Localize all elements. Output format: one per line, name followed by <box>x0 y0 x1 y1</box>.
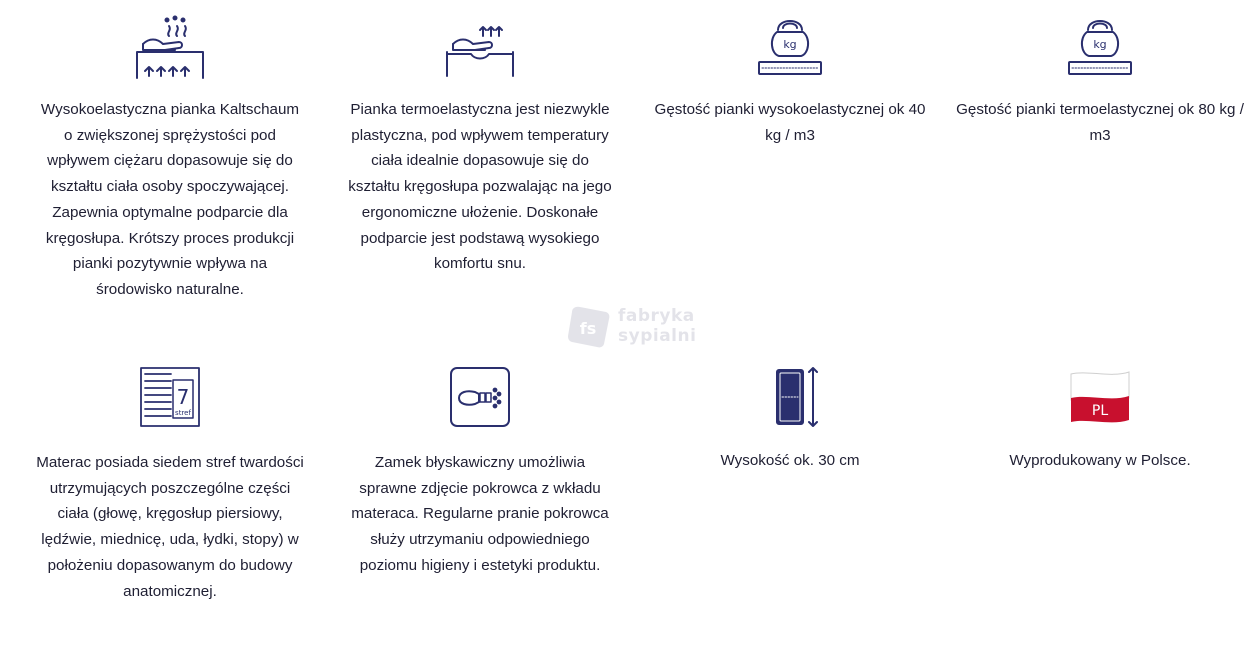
watermark-line1: fabryka <box>618 306 695 326</box>
kettlebell-density-icon <box>1065 14 1135 80</box>
feature-description: Wyprodukowany w Polsce. <box>1009 452 1191 469</box>
kettlebell-density-icon <box>755 14 825 80</box>
feature-description: Zamek błyskawiczny umożliwia sprawne zdjęcie pokrowca z wkładu materaca. Regularne pranie pokrowca służy utrzymaniu odpowiedniego poziomu higieny i estetyki produktu. <box>351 454 609 574</box>
feature-density-80 <box>950 14 1250 148</box>
hand-thermo-foam-icon <box>445 14 515 80</box>
feature-density-40 <box>640 14 940 148</box>
svg-text:stref: stref <box>175 409 191 417</box>
seven-zones-icon <box>135 364 205 430</box>
feature-description: Gęstość pianki termoelastycznej ok 80 kg / m3 <box>956 101 1244 144</box>
svg-text:PL: PL <box>1091 403 1109 419</box>
svg-text:fs: fs <box>579 319 597 338</box>
feature-elastic-foam <box>20 14 320 303</box>
mattress-height-icon <box>755 364 825 430</box>
feature-description: Pianka termoelastyczna jest niezwykle plastyczna, pod wpływem temperatury ciała idealnie dopasowuje się do kształtu kręgosłupa pozwalając na jego ergonomiczne ułożenie. Doskonałe podparcie jest podstawą wysokiego komfortu snu. <box>348 101 612 273</box>
fs-logo-icon <box>566 304 612 350</box>
zipper-icon <box>445 364 515 430</box>
feature-thermo-foam <box>330 14 630 277</box>
svg-text:kg: kg <box>783 38 797 51</box>
feature-seven-zones <box>20 364 320 604</box>
feature-description: Wysokość ok. 30 cm <box>720 452 860 469</box>
feature-made-in-poland <box>950 364 1250 474</box>
poland-flag-icon <box>1065 364 1135 430</box>
feature-height <box>640 364 940 474</box>
hand-elastic-foam-icon <box>135 14 205 80</box>
feature-description: Gęstość pianki wysokoelastycznej ok 40 kg / m3 <box>654 101 926 144</box>
fabryka-sypialni-watermark <box>566 304 706 352</box>
svg-text:7: 7 <box>176 385 190 409</box>
watermark-line2: sypialni <box>618 326 697 346</box>
feature-description: Materac posiada siedem stref twardości utrzymujących poszczególne części ciała (głowę, kręgosłup piersiowy, lędźwie, miednicę, uda, łydki, stopy) w położeniu dopasowanym do budowy anatomicznej. <box>36 454 304 600</box>
feature-description: Wysokoelastyczna pianka Kaltschaum o zwiększonej sprężystości pod wpływem ciężaru dopasowuje się do kształtu ciała osoby spoczywającej. Zapewnia optymalne podparcie dla kręgosłupa. Krótszy proces produkcji pianki pozytywnie wpływa na środowisko naturalne. <box>40 101 300 298</box>
feature-zipper <box>330 364 630 579</box>
svg-text:kg: kg <box>1093 38 1107 51</box>
